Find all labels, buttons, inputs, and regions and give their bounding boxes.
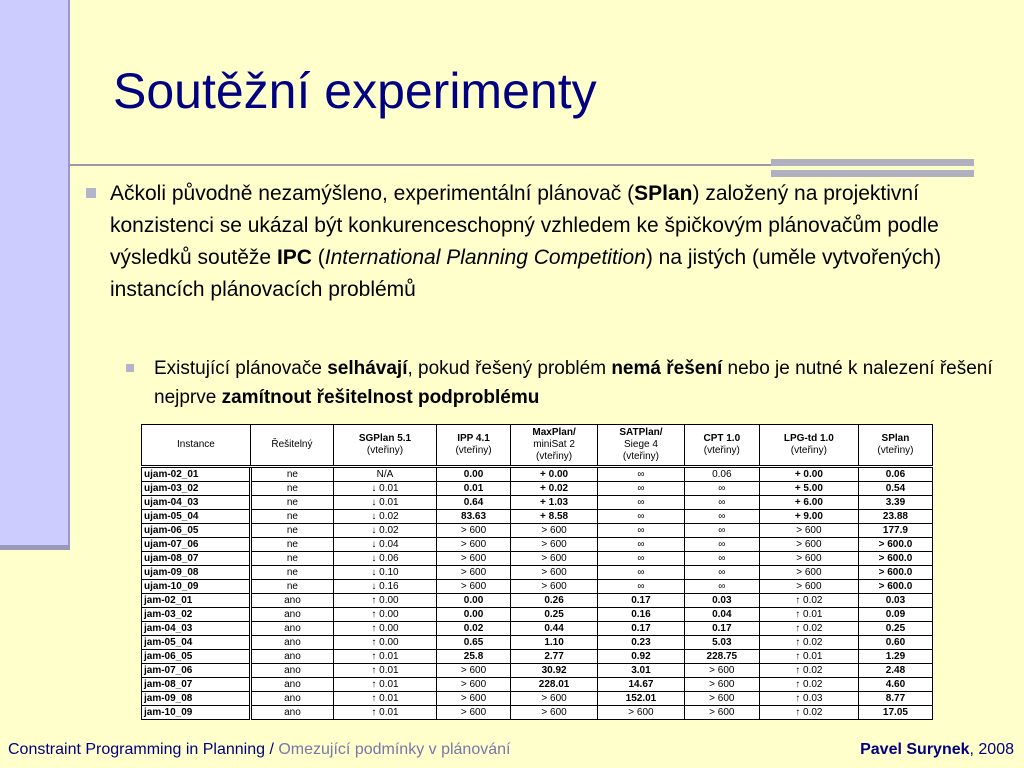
table-cell: > 600.0: [858, 538, 932, 552]
table-cell: 4.60: [858, 678, 932, 692]
table-body: [142, 467, 933, 720]
table-cell: > 600: [759, 566, 858, 580]
column-header: [684, 425, 759, 467]
instance-cell: jam-05_04: [142, 636, 251, 650]
text-span: ) založený na projektivní konzistenci se ukázal být konkurenceschopný vzhledem ke špičkovým plánovačům podle výsledků soutěže: [110, 182, 939, 269]
table-cell: 0.25: [511, 608, 598, 622]
table-cell: ∞: [598, 510, 685, 524]
header-line: LPG-td 1.0: [783, 433, 834, 444]
footer-separator: /: [265, 741, 279, 758]
instance-cell: jam-03_02: [142, 608, 251, 622]
column-header: [437, 425, 511, 467]
table-cell: 0.09: [858, 608, 932, 622]
table-row: [142, 538, 933, 552]
instance-cell: ujam-09_08: [142, 566, 251, 580]
footer-year: , 2008: [969, 741, 1014, 758]
table-cell: 1.10: [511, 636, 598, 650]
table-cell: ano: [250, 664, 333, 678]
table-cell: 0.00: [437, 594, 511, 608]
instance-cell: ujam-08_07: [142, 552, 251, 566]
table-cell: ne: [250, 467, 333, 482]
table-cell: ano: [250, 692, 333, 706]
bullet-square-icon: [86, 188, 96, 198]
table-row: [142, 580, 933, 594]
table-row: [142, 510, 933, 524]
table-cell: ↑ 0.02: [759, 622, 858, 636]
table-cell: 0.02: [437, 622, 511, 636]
table-cell: > 600: [511, 580, 598, 594]
table-cell: ↑ 0.00: [333, 608, 436, 622]
table-row: [142, 566, 933, 580]
table-cell: ano: [250, 678, 333, 692]
table-row: [142, 692, 933, 706]
table-cell: > 600: [684, 706, 759, 720]
table-cell: ∞: [598, 538, 685, 552]
emphasis: nemá řešení: [611, 358, 723, 379]
author-name: Pavel Surynek: [860, 741, 970, 758]
header-line: Siege 4: [623, 439, 658, 450]
table-cell: 0.00: [437, 467, 511, 482]
table-cell: N/A: [333, 467, 436, 482]
table-cell: 0.54: [858, 482, 932, 496]
header-line: miniSat 2: [533, 439, 575, 450]
table-cell: 0.00: [437, 608, 511, 622]
table-cell: 8.77: [858, 692, 932, 706]
sub-paragraph: [154, 354, 994, 412]
text-span: nebo je nutné k nalezení řešení nejprve: [154, 358, 993, 408]
table-header: [142, 425, 933, 467]
header-line: (vteřiny): [790, 445, 827, 456]
table-cell: > 600: [759, 552, 858, 566]
table-cell: > 600: [511, 538, 598, 552]
table-cell: 25.8: [437, 650, 511, 664]
table-cell: ↑ 0.00: [333, 594, 436, 608]
table-cell: ↓ 0.01: [333, 482, 436, 496]
header-line: CPT 1.0: [703, 433, 741, 444]
table-cell: 0.23: [598, 636, 685, 650]
table-cell: ∞: [598, 580, 685, 594]
table-cell: 0.03: [858, 594, 932, 608]
table-cell: ↑ 0.02: [759, 636, 858, 650]
table-cell: ∞: [684, 510, 759, 524]
table-cell: + 0.00: [511, 467, 598, 482]
table-cell: 5.03: [684, 636, 759, 650]
table-cell: ↑ 0.01: [333, 706, 436, 720]
table-cell: ↑ 0.02: [759, 678, 858, 692]
header-row: [142, 425, 933, 467]
results-table: [141, 424, 933, 720]
table-row: [142, 636, 933, 650]
table-cell: 228.75: [684, 650, 759, 664]
table-cell: > 600: [437, 664, 511, 678]
instance-cell: ujam-06_05: [142, 524, 251, 538]
table-cell: 0.16: [598, 608, 685, 622]
sub-bullet-square-icon: [126, 364, 134, 372]
table-cell: 0.06: [684, 467, 759, 482]
table-cell: > 600: [437, 566, 511, 580]
table-cell: > 600: [759, 538, 858, 552]
table-cell: 3.01: [598, 664, 685, 678]
table-row: [142, 524, 933, 538]
table-cell: ne: [250, 482, 333, 496]
table-cell: ↓ 0.01: [333, 496, 436, 510]
instance-cell: ujam-10_09: [142, 580, 251, 594]
table-cell: > 600.0: [858, 580, 932, 594]
table-row: [142, 482, 933, 496]
table-cell: ↑ 0.00: [333, 636, 436, 650]
table-row: [142, 678, 933, 692]
column-header: [142, 425, 251, 467]
text-span: (: [311, 246, 325, 269]
table-cell: 0.06: [858, 467, 932, 482]
table-cell: ne: [250, 580, 333, 594]
table-cell: 17.05: [858, 706, 932, 720]
table-cell: ∞: [684, 482, 759, 496]
table-cell: ne: [250, 538, 333, 552]
table-cell: 14.67: [598, 678, 685, 692]
table-cell: 23.88: [858, 510, 932, 524]
table-cell: ∞: [598, 566, 685, 580]
header-line: Instance: [177, 439, 215, 450]
title-rule: [68, 164, 771, 166]
sidebar-band: [0, 0, 70, 545]
text-span: Ačkoli původně nezamýšleno, experimentální plánovač (: [110, 182, 635, 205]
title-rule-accent-gap: [771, 166, 974, 170]
emphasis: zamítnout řešitelnost podproblému: [221, 387, 540, 408]
table-cell: + 0.02: [511, 482, 598, 496]
header-line: (vteřiny): [455, 445, 492, 456]
table-cell: > 600: [511, 706, 598, 720]
table-cell: + 0.00: [759, 467, 858, 482]
table-cell: > 600: [684, 678, 759, 692]
table-cell: + 8.58: [511, 510, 598, 524]
table-cell: > 600: [511, 552, 598, 566]
table-cell: ↑ 0.01: [759, 608, 858, 622]
table-cell: ∞: [684, 538, 759, 552]
column-header: [250, 425, 333, 467]
table-cell: > 600: [684, 692, 759, 706]
table-cell: ↑ 0.02: [759, 594, 858, 608]
table-cell: 228.01: [511, 678, 598, 692]
table-cell: 152.01: [598, 692, 685, 706]
table-cell: 30.92: [511, 664, 598, 678]
table-cell: ↑ 0.02: [759, 706, 858, 720]
instance-cell: ujam-04_03: [142, 496, 251, 510]
table-cell: ano: [250, 636, 333, 650]
table-row: [142, 622, 933, 636]
table-cell: ∞: [684, 524, 759, 538]
table-cell: ↑ 0.03: [759, 692, 858, 706]
footer-course-en: Constraint Programming in Planning: [8, 741, 266, 758]
header-line: (vteřiny): [536, 451, 573, 462]
table-cell: 0.03: [684, 594, 759, 608]
table-cell: > 600: [437, 706, 511, 720]
table-cell: ↑ 0.01: [333, 678, 436, 692]
table-cell: ↓ 0.02: [333, 510, 436, 524]
table-cell: ↑ 0.00: [333, 622, 436, 636]
table-cell: ne: [250, 524, 333, 538]
sidebar-shadow: [0, 545, 70, 550]
table-cell: ano: [250, 706, 333, 720]
instance-cell: ujam-02_01: [142, 467, 251, 482]
instance-cell: ujam-05_04: [142, 510, 251, 524]
table-cell: ∞: [684, 496, 759, 510]
table-cell: ↓ 0.16: [333, 580, 436, 594]
table-cell: ano: [250, 608, 333, 622]
emphasis: selhávají: [327, 358, 408, 379]
header-line: SATPlan/: [619, 427, 663, 438]
table-cell: ∞: [598, 552, 685, 566]
table-cell: ↑ 0.01: [333, 664, 436, 678]
table-row: [142, 552, 933, 566]
table-cell: > 600: [684, 664, 759, 678]
table-cell: ∞: [684, 580, 759, 594]
table-cell: ↑ 0.02: [759, 664, 858, 678]
text-span: , pokud řešený problém: [407, 358, 612, 379]
header-line: (vteřiny): [703, 445, 740, 456]
table-cell: + 9.00: [759, 510, 858, 524]
header-line: (vteřiny): [622, 451, 660, 462]
table-cell: > 600: [437, 692, 511, 706]
column-header: [858, 425, 932, 467]
header-line: Řešitelný: [271, 439, 313, 450]
table-cell: > 600: [511, 524, 598, 538]
table-cell: + 6.00: [759, 496, 858, 510]
table-cell: ∞: [684, 552, 759, 566]
table-cell: ↑ 0.01: [333, 650, 436, 664]
table-cell: 0.26: [511, 594, 598, 608]
instance-cell: jam-10_09: [142, 706, 251, 720]
instance-cell: jam-06_05: [142, 650, 251, 664]
footer-course: [8, 741, 510, 759]
ipc-term: IPC: [276, 246, 312, 269]
instance-cell: ujam-07_06: [142, 538, 251, 552]
table-cell: 3.39: [858, 496, 932, 510]
table-cell: ne: [250, 552, 333, 566]
table-cell: > 600.0: [858, 552, 932, 566]
table-row: [142, 594, 933, 608]
table-row: [142, 664, 933, 678]
table-cell: 0.65: [437, 636, 511, 650]
header-line: (vteřiny): [366, 445, 404, 456]
instance-cell: ujam-03_02: [142, 482, 251, 496]
table-cell: > 600: [437, 524, 511, 538]
table-cell: > 600: [437, 678, 511, 692]
instance-cell: jam-04_03: [142, 622, 251, 636]
table-cell: ∞: [598, 482, 685, 496]
table-cell: ↓ 0.10: [333, 566, 436, 580]
table-cell: ∞: [598, 496, 685, 510]
instance-cell: jam-08_07: [142, 678, 251, 692]
table-cell: 0.17: [598, 594, 685, 608]
table-cell: 1.29: [858, 650, 932, 664]
table-cell: ne: [250, 496, 333, 510]
table-cell: > 600.0: [858, 566, 932, 580]
table-cell: + 1.03: [511, 496, 598, 510]
table-cell: 0.01: [437, 482, 511, 496]
text-span: ) na jistých (uměle vytvořených) instancích plánovacích problémů: [110, 246, 942, 301]
table-cell: > 600: [511, 566, 598, 580]
table-cell: ∞: [684, 566, 759, 580]
table-cell: 0.92: [598, 650, 685, 664]
table-cell: ano: [250, 594, 333, 608]
table-cell: 0.04: [684, 608, 759, 622]
instance-cell: jam-07_06: [142, 664, 251, 678]
table-cell: > 600: [598, 706, 685, 720]
table-cell: ↑ 0.01: [333, 692, 436, 706]
table-cell: 0.44: [511, 622, 598, 636]
header-line: MaxPlan/: [532, 427, 576, 438]
table-cell: 2.48: [858, 664, 932, 678]
header-line: IPP 4.1: [457, 433, 490, 444]
header-line: (vteřiny): [877, 445, 914, 456]
instance-cell: jam-09_08: [142, 692, 251, 706]
table-cell: > 600: [511, 692, 598, 706]
column-header: [598, 425, 685, 467]
table-cell: > 600: [437, 580, 511, 594]
table-cell: ↓ 0.06: [333, 552, 436, 566]
table-row: [142, 496, 933, 510]
table-cell: + 5.00: [759, 482, 858, 496]
table-cell: ↓ 0.04: [333, 538, 436, 552]
table-cell: ano: [250, 622, 333, 636]
column-header: [511, 425, 598, 467]
slide-title: Soutěžní experimenty: [113, 63, 597, 119]
table-cell: > 600: [759, 580, 858, 594]
instance-cell: jam-02_01: [142, 594, 251, 608]
header-line: SGPlan 5.1: [358, 433, 412, 444]
header-line: SPlan: [881, 433, 910, 444]
main-paragraph: [110, 178, 990, 306]
table-cell: 0.25: [858, 622, 932, 636]
table-cell: 83.63: [437, 510, 511, 524]
text-span: Existující plánovače: [154, 358, 328, 379]
splan-term: SPlan: [634, 182, 693, 205]
table-cell: ↓ 0.02: [333, 524, 436, 538]
table-cell: > 600: [437, 552, 511, 566]
footer-course-cz: Omezující podmínky v plánování: [278, 741, 511, 758]
column-header: [759, 425, 858, 467]
table-cell: ano: [250, 650, 333, 664]
table-cell: > 600: [437, 538, 511, 552]
table-cell: 0.17: [684, 622, 759, 636]
table-row: [142, 706, 933, 720]
table-cell: 2.77: [511, 650, 598, 664]
table-cell: 0.17: [598, 622, 685, 636]
table-cell: 177.9: [858, 524, 932, 538]
table-cell: > 600: [759, 524, 858, 538]
table-cell: 0.64: [437, 496, 511, 510]
table-cell: ∞: [598, 524, 685, 538]
ipc-full-name: International Planning Competition: [324, 246, 646, 269]
table-cell: ↑ 0.01: [759, 650, 858, 664]
table-cell: ne: [250, 566, 333, 580]
column-header: [333, 425, 436, 467]
table-cell: ∞: [598, 467, 685, 482]
table-row: [142, 650, 933, 664]
table-row: [142, 608, 933, 622]
footer-author: [860, 741, 1014, 759]
table-cell: 0.60: [858, 636, 932, 650]
table-row: [142, 467, 933, 482]
table-cell: ne: [250, 510, 333, 524]
